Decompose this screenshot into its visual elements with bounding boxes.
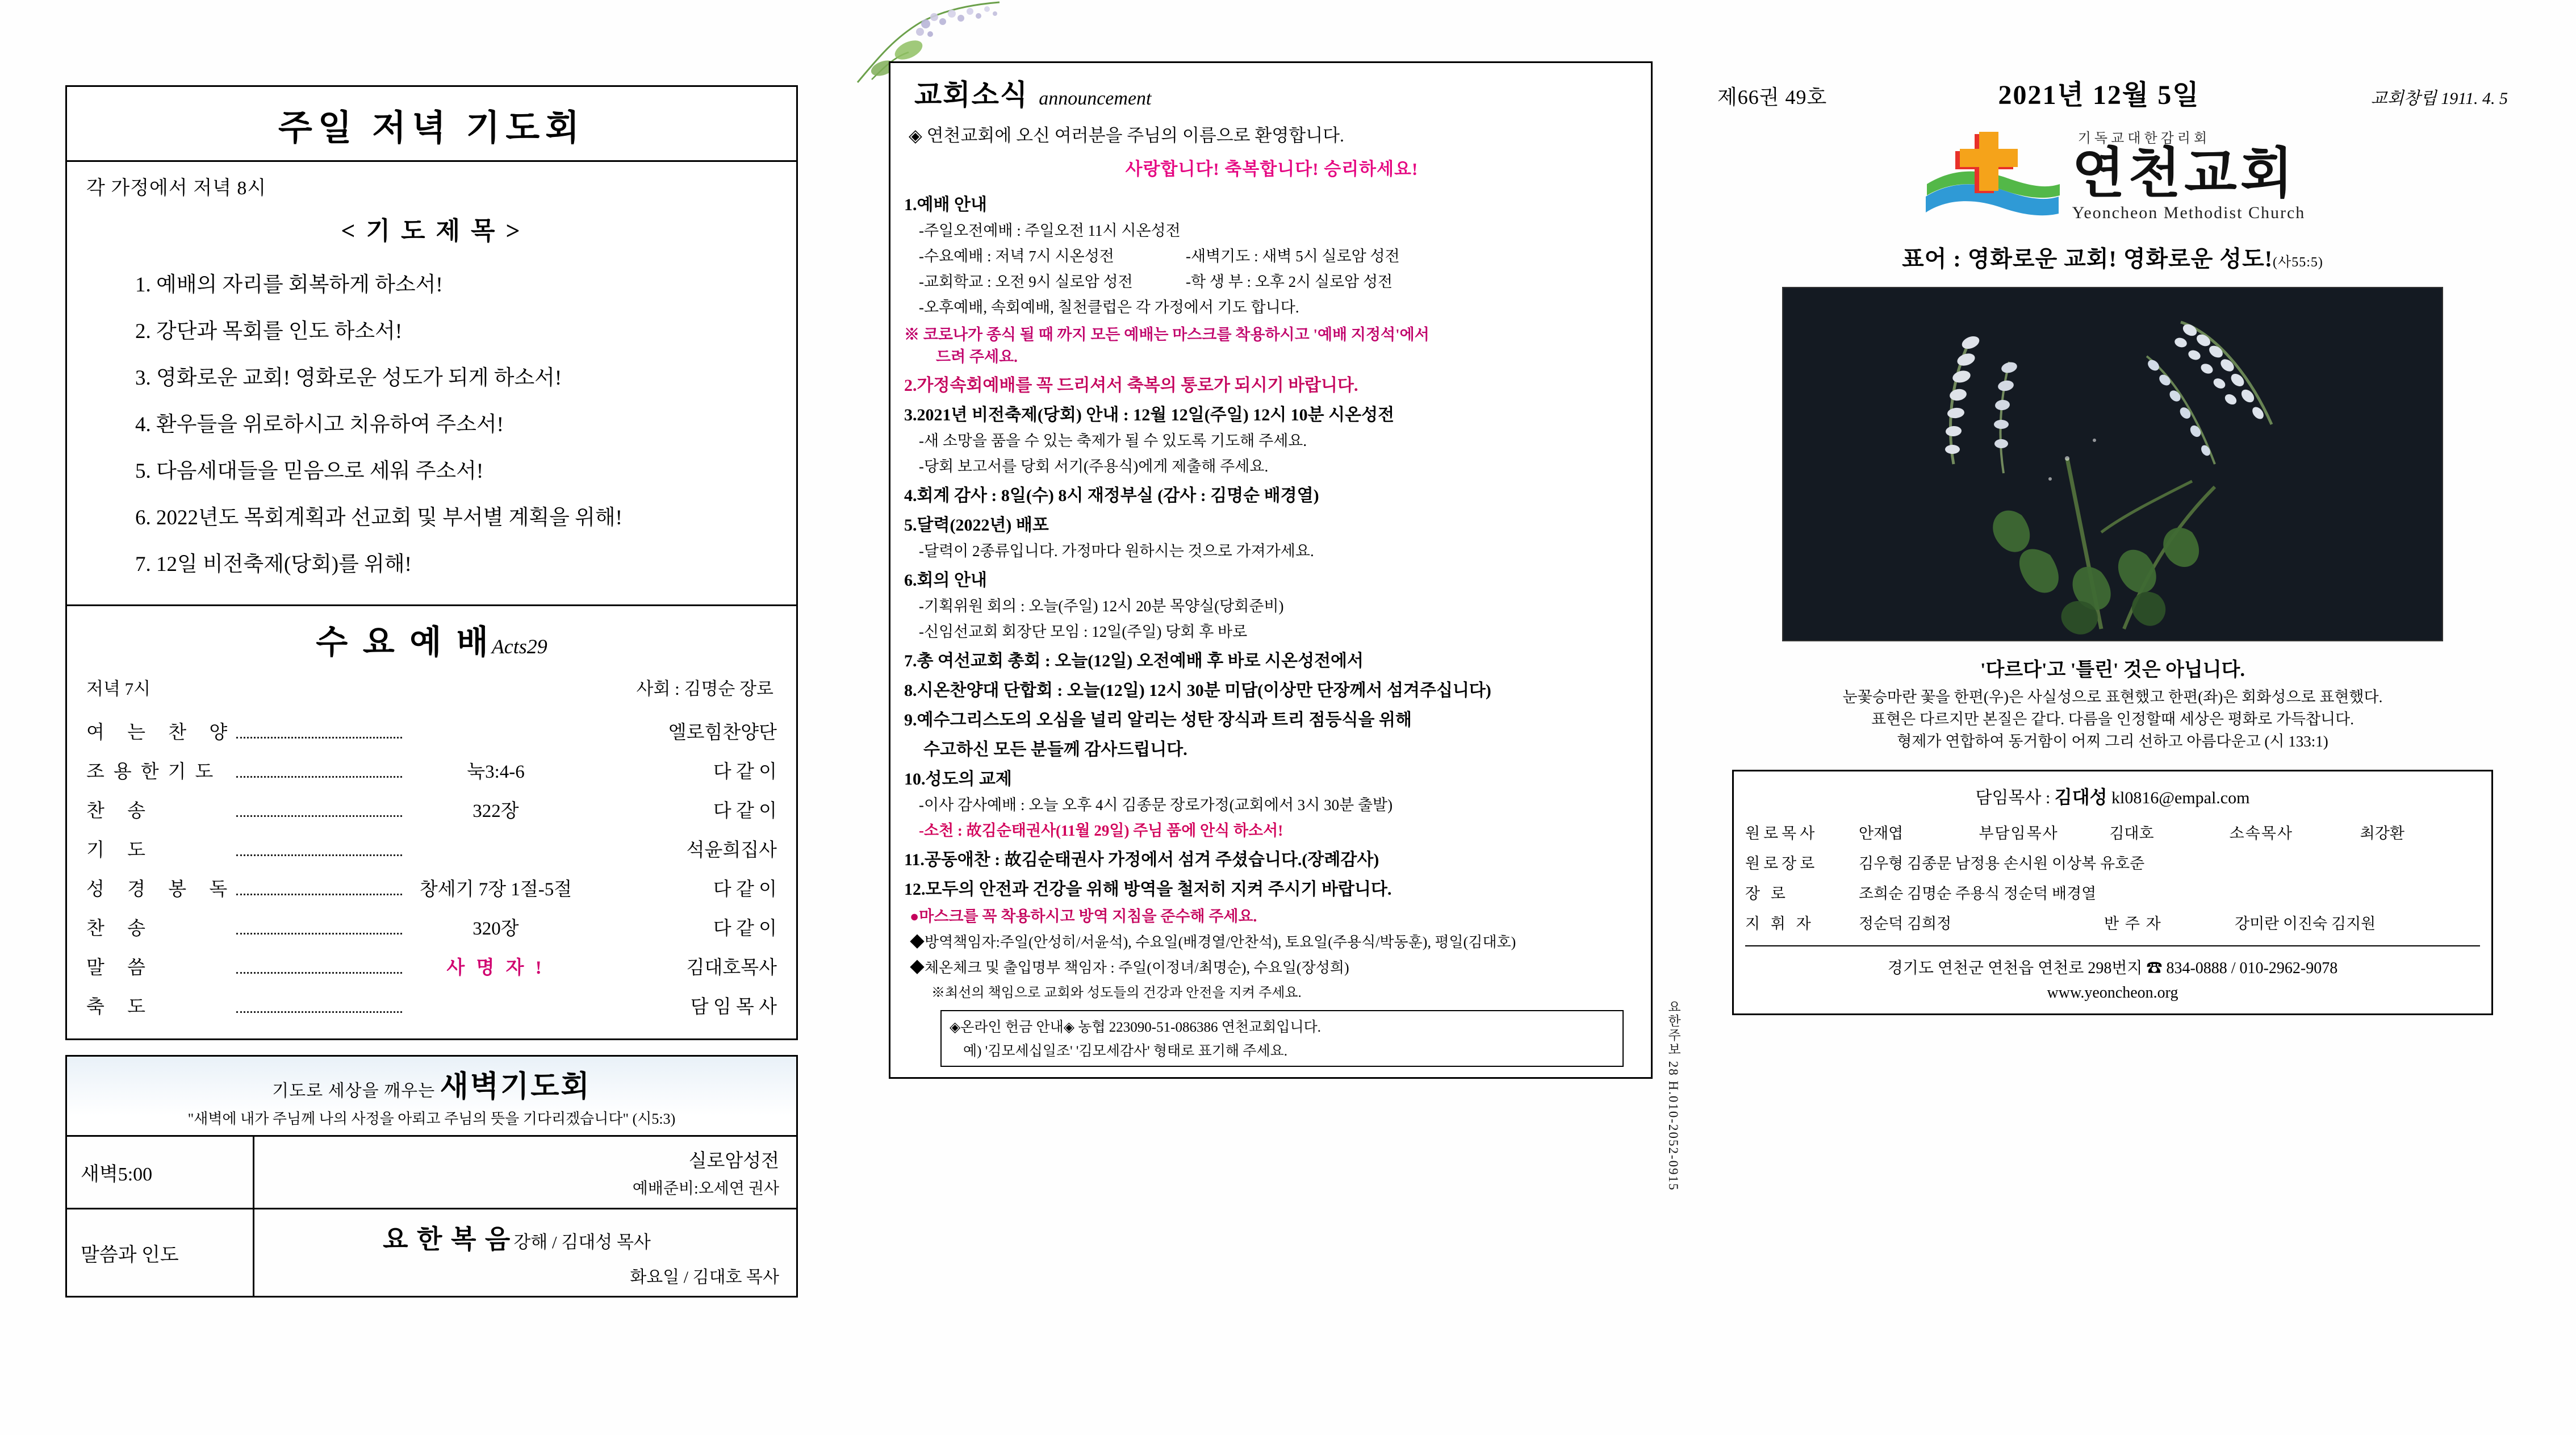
order-mid — [402, 829, 589, 868]
order-person: 다 같 이 — [713, 919, 777, 939]
motto-label: 표어 : — [1902, 246, 1962, 272]
announcement-subline — [904, 242, 1640, 268]
info-value: 안재엽 — [1859, 825, 1904, 842]
announcement-heading: 9.예수그리스도의 오심을 널리 알리는 성탄 장식과 트리 점등식을 위해 — [904, 711, 1412, 729]
order-person: 다 같 이 — [713, 879, 777, 900]
quarantine-staff: ◆방역책임자:주일(안성히/서윤석), 수요일(배경열/안찬석), 토요일(주용식/박동훈), 평일(김대호) — [910, 934, 1516, 950]
dawn-time: 새벽5:00 — [67, 1137, 254, 1208]
info-value-2: 김대호 — [2109, 825, 2154, 842]
founding-date: 교회창립 1911. 4. 5 — [2370, 89, 2508, 108]
caption-line-1: 눈꽃승마란 꽃을 한편(우)은 사실성으로 표현했고 한편(좌)은 회화성으로 표현했다. — [1842, 689, 2383, 706]
announcement-subline: -달력이 2종류입니다. 가정마다 원하시는 것으로 가져가세요. — [919, 543, 1314, 560]
senior-pastor-email: kl0816@empal.com — [2111, 789, 2250, 808]
photo-caption-body — [1709, 686, 2516, 753]
table-row — [67, 750, 796, 790]
table-row — [1745, 817, 2480, 847]
order-dots — [236, 711, 402, 750]
announcement-heading: 4.회계 감사 : 8일(수) 8시 재정부실 (감사 : 김명순 배경열) — [904, 486, 1319, 505]
announcement-heading: 10.성도의 교제 — [904, 770, 1012, 789]
table-row — [67, 986, 796, 1025]
order-dots — [236, 946, 402, 986]
church-website[interactable]: www.yeoncheon.org — [2047, 984, 2178, 1002]
announcement-title — [904, 71, 1640, 119]
volume-number: 제66권 49호 — [1717, 86, 1828, 109]
info-key: 장 로 — [1745, 885, 1789, 903]
order-label: 성 경 봉 독 — [86, 879, 237, 900]
info-value-2: 강미란 이진숙 김지원 — [2235, 915, 2376, 933]
wednesday-service-meta — [67, 669, 796, 711]
info-value: 김우형 김종문 남정용 손시원 이상복 유호준 — [1859, 855, 2145, 873]
dawn-header-small: 기도로 세상을 깨우는 — [272, 1082, 436, 1100]
announcement-subline: -이사 감사예배 : 오늘 오후 4시 김종문 장로가정(교회에서 3시 30분 출발) — [919, 796, 1393, 814]
caption-line-2: 표현은 다르지만 본질은 같다. 다름을 인정할때 세상은 평화로 가득찹니다. — [1871, 711, 2354, 728]
order-dots — [236, 790, 402, 829]
dawn-prayer-header — [67, 1057, 796, 1137]
order-mid: 창세기 7장 1절-5절 — [419, 879, 572, 900]
info-key: 지 휘 자 — [1745, 915, 1814, 933]
wednesday-time: 저녁 7시 — [86, 679, 151, 699]
evening-prayer-subtitle: 각 가정에서 저녁 8시 — [86, 178, 267, 199]
announcement-subline: -기획위원 회의 : 오늘(주일) 12시 20분 목양실(당회준비) — [919, 598, 1284, 615]
slogan-text: 사랑합니다! 축복합니다! 승리하세요! — [1125, 159, 1419, 179]
dawn-message-preacher: 강해 / 김대성 목사 — [513, 1232, 651, 1252]
wednesday-order-table — [67, 711, 796, 1025]
motto-reference: (사55:5) — [2273, 255, 2323, 270]
senior-pastor-line — [1745, 781, 2480, 817]
senior-pastor-label: 담임목사 : — [1975, 789, 2051, 808]
info-key: 원로장로 — [1745, 855, 1818, 873]
table-row — [67, 946, 796, 986]
announcement-heading: 8.시온찬양대 단합회 : 오늘(12일) 12시 30분 미담(이상만 단장께서 섬겨주십니다) — [904, 681, 1491, 700]
table-row — [67, 1137, 796, 1209]
column-left — [65, 85, 798, 1298]
wednesday-title-en: Acts29 — [491, 635, 547, 658]
dawn-location-block — [254, 1137, 796, 1208]
wednesday-service-section — [67, 604, 796, 1038]
order-label: 조용한기도 — [86, 762, 223, 782]
order-sermon-title: 사 명 자 ! — [446, 958, 545, 978]
cover-header — [1709, 57, 2516, 116]
info-key-2: 부담임목사 — [1979, 825, 2059, 842]
announcement-title-ko: 교회소식 — [914, 79, 1029, 111]
announcement-heading: 11.공동애찬 : 故김순태권사 가정에서 섬겨 주셨습니다.(장례감사) — [904, 850, 1379, 869]
list-item: 3. 영화로운 교회! 영화로운 성도가 되게 하소서! — [135, 366, 562, 390]
announcement-title-en: announcement — [1039, 88, 1152, 109]
order-label: 축 도 — [86, 997, 155, 1017]
denomination-name: 기독교대한감리회 — [2077, 131, 2211, 146]
table-row — [67, 829, 796, 868]
table-row — [67, 1209, 796, 1296]
info-value-3: 최강환 — [2360, 825, 2404, 842]
church-logo — [1709, 116, 2516, 226]
subline-right: -새벽기도 : 새벽 5시 실로암 성전 — [1186, 248, 1400, 265]
wednesday-title-ko: 수 요 예 배 — [316, 624, 492, 661]
church-name-ko: 연천교회 — [2072, 143, 2297, 204]
dawn-prep: 예배준비:오세연 권사 — [632, 1180, 779, 1198]
order-mid: 눅3:4-6 — [467, 762, 525, 782]
announcement-subline: -신임선교회 회장단 모임 : 12일(주일) 당회 후 바로 — [919, 623, 1248, 640]
dawn-header-line — [67, 1062, 796, 1105]
order-person: 다 같 이 — [713, 762, 777, 782]
order-mid: 322장 — [472, 801, 519, 821]
order-dots — [236, 907, 402, 946]
order-dots — [236, 868, 402, 907]
announcement-heading-cont: 수고하신 모든 분들께 감사드립니다. — [923, 740, 1187, 759]
dawn-message-title-line — [254, 1219, 779, 1256]
subline-left: -수요예배 : 저녁 7시 시온성전 — [919, 248, 1114, 265]
announcement-heading: 3.2021년 비전축제(당회) 안내 : 12월 12일(주일) 12시 10분 시온성전 — [904, 406, 1395, 424]
order-mid — [402, 986, 589, 1025]
list-item: 5. 다음세대들을 믿음으로 세워 주소서! — [135, 460, 484, 483]
church-address: 경기도 연천군 연천읍 연천로 298번지 ☎ 834-0888 / 010-2962-9078 — [1745, 945, 2480, 981]
column-middle-announcements — [889, 61, 1653, 1079]
cover-photo — [1782, 287, 2443, 641]
info-value: 조희순 김명순 주용식 정순덕 배경열 — [1859, 885, 2097, 903]
order-dots — [236, 750, 402, 790]
list-item: 2. 강단과 목회를 인도 하소서! — [135, 320, 403, 343]
list-item: 7. 12일 비전축제(당회)를 위해! — [135, 553, 412, 576]
column-right-cover — [1709, 57, 2516, 1015]
order-label: 여 는 찬 양 — [86, 723, 237, 743]
dawn-location: 실로암성전 — [688, 1151, 779, 1171]
online-offering-box — [940, 1010, 1624, 1067]
table-row — [67, 711, 796, 750]
order-person: 김대호목사 — [686, 958, 777, 978]
covid-note-line1: ※ 코로나가 종식 될 때 까지 모든 예배는 마스크를 착용하시고 '예배 지정석'에서 — [904, 326, 1429, 343]
offering-title: ◈온라인 헌금 안내◈ 농협 223090-51-086386 연천교회입니다. — [950, 1020, 1322, 1035]
subline-right: -학 생 부 : 오후 2시 실로암 성전 — [1186, 273, 1393, 290]
announcement-heading: 12.모두의 안전과 건강을 위해 방역을 철저히 지켜 주시기 바랍니다. — [904, 880, 1392, 899]
cross-logo-icon — [1920, 130, 2062, 220]
table-row — [1745, 847, 2480, 877]
list-item: 1. 예배의 자리를 회복하게 하소서! — [135, 273, 443, 297]
announcement-subline — [904, 268, 1640, 293]
dawn-prayer-section — [65, 1055, 798, 1298]
order-mid: 320장 — [472, 919, 519, 939]
evening-prayer-title: 주일 저녁 기도회 — [67, 87, 796, 162]
announcement-subline: -새 소망을 품을 수 있는 축제가 될 수 있도록 기도해 주세요. — [919, 432, 1307, 449]
order-mid — [402, 711, 589, 750]
issue-date: 2021년 12월 5일 — [1998, 80, 2200, 110]
order-label: 말 씀 — [86, 958, 155, 978]
covid-note-line2: 드려 주세요. — [936, 348, 1018, 365]
order-person: 엘로힘찬양단 — [668, 723, 777, 743]
list-item: 6. 2022년도 목회계획과 선교회 및 부서별 계획을 위해! — [135, 506, 622, 529]
info-key: 원로목사 — [1745, 825, 1818, 842]
order-dots — [236, 986, 402, 1025]
table-row — [1745, 907, 2480, 937]
table-row — [67, 790, 796, 829]
wednesday-service-title — [67, 606, 796, 669]
list-item: 4. 환우들을 위로하시고 치유하여 주소서! — [135, 413, 504, 436]
subline-left: -교회학교 : 오전 9시 실로암 성전 — [919, 273, 1133, 290]
announcement-heading: 1.예배 안내 — [904, 195, 987, 214]
announcement-subline: -당회 보고서를 당회 서기(주용식)에게 제출해 주세요. — [919, 458, 1269, 475]
order-person: 석윤희집사 — [686, 840, 777, 861]
info-key-3: 소속목사 — [2229, 825, 2293, 842]
cover-photo-art — [1783, 288, 2442, 640]
covid-note — [904, 319, 1640, 368]
announcement-subline-memorial: -소천 : 故김순태권사(11월 29일) 주님 품에 안식 하소서! — [919, 822, 1283, 839]
info-value: 정순덕 김희정 — [1859, 915, 1952, 933]
prayer-topics-header: < 기 도 제 목 > — [341, 217, 522, 245]
order-person: 담 임 목 사 — [690, 997, 777, 1017]
dawn-message-title: 요 한 복 음 — [383, 1225, 512, 1254]
motto-text: 영화로운 교회! 영화로운 성도! — [1967, 246, 2273, 272]
caption-line-3: 형제가 연합하여 동거함이 어찌 그리 선하고 아름다운고 (시 133:1) — [1897, 733, 2328, 750]
safety-note: ※최선의 책임으로 교회와 성도들의 건강과 안전을 지켜 주세요. — [931, 986, 1302, 1000]
church-info-box — [1732, 770, 2493, 1015]
motto-line — [1709, 226, 2516, 283]
order-label: 찬 송 — [86, 801, 155, 821]
offering-example: 예) '김모세십일조' '김모세감사' 형태로 표기해 주세요. — [963, 1044, 1287, 1059]
dawn-tuesday-preacher: 화요일 / 김대호 목사 — [630, 1268, 779, 1287]
evening-prayer-section — [65, 85, 798, 1040]
dawn-header-big: 새벽기도회 — [440, 1071, 591, 1103]
welcome-text: ◈ 연천교회에 오신 여러분을 주님의 이름으로 환영합니다. — [909, 126, 1344, 145]
announcement-heading: 6.회의 안내 — [904, 571, 987, 590]
church-name-block — [2072, 127, 2306, 223]
side-vertical-text: 요한주보 28 H.010-2052-0915 — [1666, 1000, 1680, 1191]
mask-notice: ●마스크를 꼭 착용하시고 방역 지침을 준수해 주세요. — [910, 908, 1257, 925]
dawn-verse: "새벽에 내가 주님께 나의 사정을 아뢰고 주님의 뜻을 기다리겠습니다" (시5:3) — [187, 1111, 676, 1127]
order-dots — [236, 829, 402, 868]
dawn-message-label: 말씀과 인도 — [67, 1209, 254, 1296]
senior-pastor-name: 김대성 — [2054, 787, 2107, 808]
wednesday-leader: 사회 : 김명순 장로 — [636, 679, 773, 699]
temperature-staff: ◆체온체크 및 출입명부 책임자 : 주일(이정녀/최명순), 수요일(장성희) — [910, 960, 1349, 976]
table-row — [1745, 877, 2480, 907]
prayer-topics-list — [67, 259, 796, 604]
table-row — [67, 868, 796, 907]
announcement-heading: 7.총 여선교회 총회 : 오늘(12일) 오전예배 후 바로 시온성전에서 — [904, 652, 1364, 670]
announcement-heading: 5.달력(2022년) 배포 — [904, 516, 1049, 535]
church-name-en: Yeoncheon Methodist Church — [2072, 203, 2306, 222]
dawn-message-block — [254, 1209, 796, 1296]
subline-left: -주일오전예배 : 주일오전 11시 시온성전 — [919, 222, 1181, 239]
photo-caption-title: '다르다'고 '틀린' 것은 아닙니다. — [1980, 660, 2245, 681]
info-key-2: 반 주 자 — [2104, 915, 2162, 933]
order-label: 찬 송 — [86, 919, 155, 939]
announcement-subline: -오후예배, 속회예배, 칠천클럽은 각 가정에서 기도 합니다. — [919, 299, 1299, 316]
table-row — [67, 907, 796, 946]
order-person: 다 같 이 — [713, 801, 777, 821]
announcement-subline — [904, 216, 1640, 242]
order-label: 기 도 — [86, 840, 155, 861]
announcement-heading: 2.가정속회예배를 꼭 드리셔서 축복의 통로가 되시기 바랍니다. — [904, 376, 1358, 395]
